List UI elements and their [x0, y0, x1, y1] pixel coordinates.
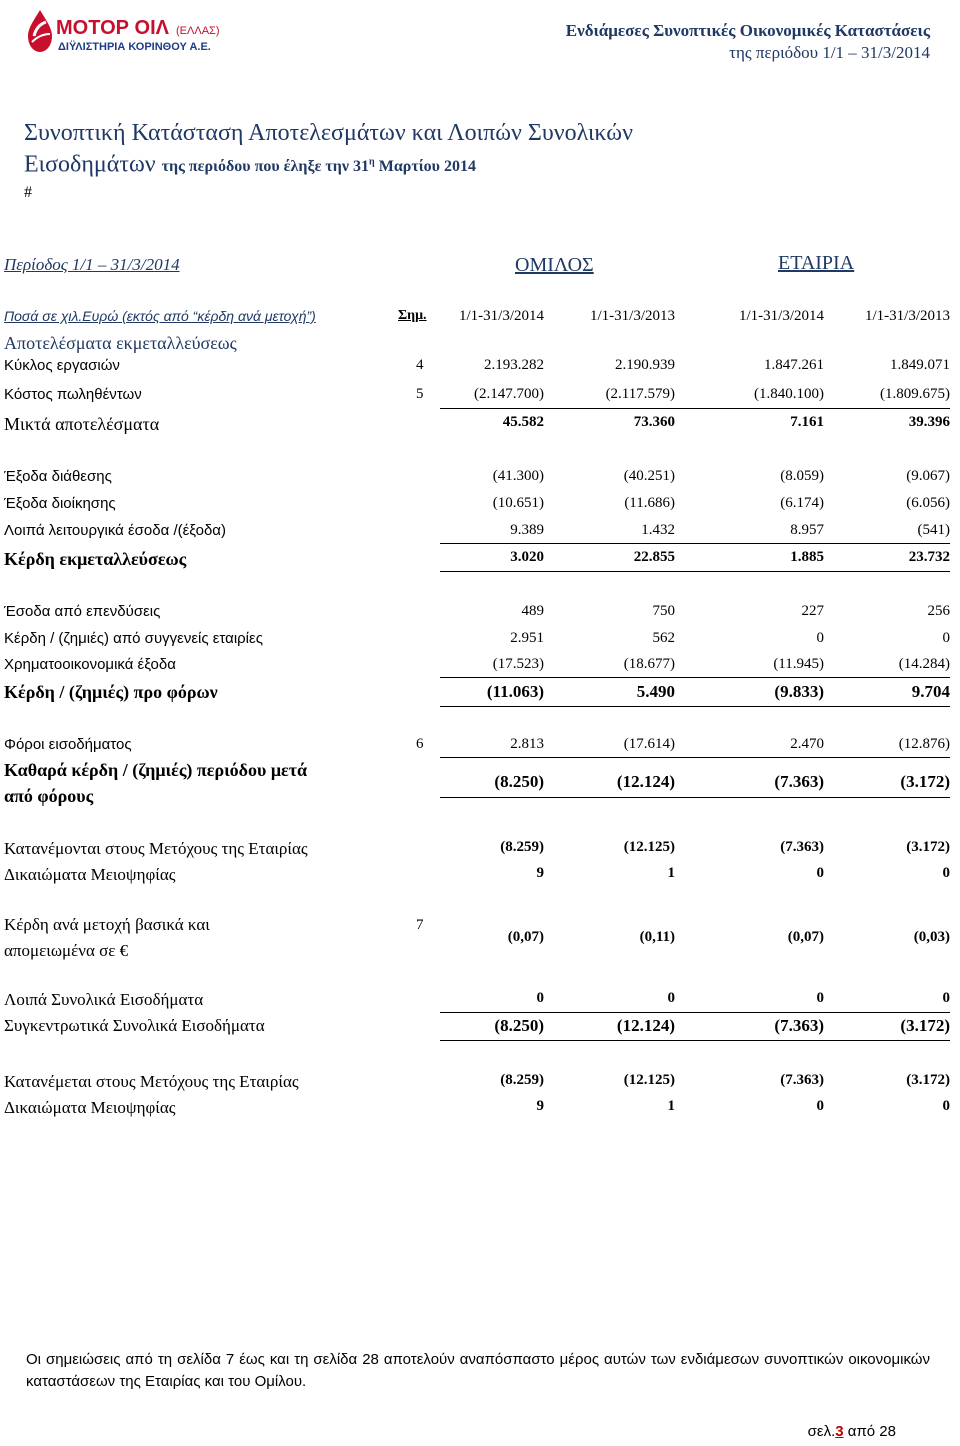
row-label: Καθαρά κέρδη / (ζημιές) περιόδου μετά [4, 760, 308, 780]
cell-group-2014: 2.951 [510, 630, 544, 646]
cell-group-2014: 9 [536, 1098, 544, 1114]
statement-title-line2 [24, 148, 924, 182]
cell-company-2014: 1.885 [790, 549, 824, 565]
statement-title-line1: Συνοπτική Κατάσταση Αποτελεσμάτων και Λοιπών Συνολικών [24, 120, 633, 146]
row-label: Έσοδα από επενδύσεις [4, 603, 161, 620]
row-label: Λοιπά Συνολικά Εισοδήματα [4, 990, 204, 1009]
row-label: Κατανέμεται στους Μετόχους της Εταιρίας [4, 1072, 299, 1091]
document-header [566, 20, 930, 64]
cell-group-2013: (12.124) [616, 772, 675, 791]
table-row [0, 603, 960, 627]
operating-results-heading: Αποτελέσματα εκμεταλλεύσεως [4, 333, 237, 353]
cell-company-2014: 7.161 [790, 414, 824, 430]
cell-company-2013: 0 [942, 1098, 950, 1114]
logo-brand: ΜΟΤΟΡ ΟΙΛ [56, 17, 169, 39]
cell-company-2014: (9.833) [774, 682, 824, 701]
statement-title [24, 118, 924, 182]
title-sup: η [369, 157, 375, 168]
cell-group-2013: 22.855 [633, 549, 675, 565]
row-label: Κόστος πωληθέντων [4, 386, 142, 403]
cell-group-2013: 5.490 [636, 682, 675, 701]
subtotal-rule [440, 677, 950, 678]
page-prefix: σελ. [807, 1423, 836, 1440]
subtotal-rule [440, 408, 950, 409]
cell-group-2013: (40.251) [623, 468, 675, 484]
row-label: Κέρδη εκμεταλλεύσεως [4, 549, 187, 569]
table-row [0, 1016, 960, 1040]
cell-group-2013: (11.686) [624, 495, 675, 511]
cell-company-2013: (541) [917, 522, 950, 538]
row-label-cont: απομειωμένα σε € [4, 941, 129, 960]
cell-group-2013: 73.360 [633, 414, 675, 430]
row-note: 7 [416, 917, 424, 933]
row-note: 4 [416, 357, 424, 373]
cell-company-2014: 227 [801, 603, 824, 619]
table-row [0, 990, 960, 1014]
statement-title-period [162, 158, 476, 175]
table-row [0, 468, 960, 492]
total-rule [440, 1040, 950, 1041]
cell-company-2013: 1.849.071 [890, 357, 950, 373]
cell-group-2013: 1 [667, 1098, 675, 1114]
table-row [0, 357, 960, 381]
table-row [0, 915, 960, 967]
row-note: 5 [416, 386, 424, 402]
table-row [0, 865, 960, 889]
cell-company-2014: (7.363) [774, 772, 824, 791]
logo-drop-icon [26, 6, 256, 56]
cell-company-2013: 0 [942, 990, 950, 1006]
cell-company-2014: (1.840.100) [754, 386, 824, 402]
cell-company-2014: (0,07) [787, 929, 824, 945]
cell-company-2014: (7.363) [774, 1016, 824, 1035]
cell-company-2013: (1.809.675) [880, 386, 950, 402]
cell-group-2013: (18.677) [623, 656, 675, 672]
statement-title-main: Εισοδημάτων [24, 151, 156, 178]
row-label: Κύκλος εργασιών [4, 357, 120, 374]
cell-group-2013: 1 [667, 865, 675, 881]
table-row [0, 839, 960, 863]
table-row [0, 495, 960, 519]
cell-company-2013: (0,03) [913, 929, 950, 945]
row-label: Έξοδα διάθεσης [4, 468, 112, 485]
cell-group-2013: (17.614) [623, 736, 675, 752]
col-group-2014: 1/1-31/3/2014 [459, 308, 544, 324]
cell-group-2014: 2.813 [510, 736, 544, 752]
hash-mark: # [24, 184, 32, 201]
cell-company-2013: (3.172) [900, 1016, 950, 1035]
subtotal-rule [440, 1012, 950, 1013]
cell-company-2013: (12.876) [898, 736, 950, 752]
subtotal-rule [440, 543, 950, 544]
cell-company-2014: 0 [816, 865, 824, 881]
cell-company-2013: 0 [942, 630, 950, 646]
total-rule [440, 571, 950, 572]
footer-note: Οι σημειώσεις από τη σελίδα 7 έως και τη σελίδα 28 αποτελούν αναπόσπαστο μέρος αυτών των ενδιάμεσων συνοπτικών οικονομικών καταστάσεων της Εταιρίας και του Ομίλου. [26, 1351, 930, 1390]
col-group-2013: 1/1-31/3/2013 [590, 308, 675, 324]
page-current: 3 [835, 1423, 844, 1440]
column-header-row [0, 308, 960, 332]
cell-company-2014: (11.945) [773, 656, 824, 672]
document-period: της περιόδου 1/1 – 31/3/2014 [729, 43, 930, 62]
note-header: Σημ. [398, 308, 427, 323]
row-label: Δικαιώματα Μειοψηφίας [4, 865, 176, 884]
document-title: Ενδιάμεσες Συνοπτικές Οικονομικές Καταστάσεις [565, 21, 930, 40]
cell-group-2013: (0,11) [639, 929, 675, 945]
cell-group-2014: 9 [536, 865, 544, 881]
logo-subtitle: ΔΙΫΛΙΣΤΗΡΙΑ ΚΟΡΙΝΘΟΥ Α.Ε. [58, 41, 211, 53]
cell-company-2013: 9.704 [911, 682, 950, 701]
cell-group-2014: (41.300) [492, 468, 544, 484]
cell-group-2013: 562 [652, 630, 675, 646]
row-label: Κέρδη / (ζημιές) από συγγενείς εταιρίες [4, 630, 263, 647]
cell-company-2013: (3.172) [906, 1072, 950, 1088]
cell-group-2014: (8.250) [494, 1016, 544, 1035]
cell-group-2014: 45.582 [502, 414, 544, 430]
table-row [0, 630, 960, 654]
company-logo [26, 6, 256, 56]
row-label: Κατανέμονται στους Μετόχους της Εταιρίας [4, 839, 308, 858]
col-company-2013: 1/1-31/3/2013 [865, 308, 950, 324]
cell-group-2013: (12.125) [623, 1072, 675, 1088]
cell-group-2014: (17.523) [492, 656, 544, 672]
table-row [0, 760, 960, 812]
total-rule [440, 797, 950, 798]
cell-group-2013: (12.125) [623, 839, 675, 855]
cell-group-2014: 9.389 [510, 522, 544, 538]
company-heading: ΕΤΑΙΡΙΑ [778, 252, 855, 274]
page-number [808, 1423, 896, 1440]
table-row [0, 682, 960, 706]
cell-company-2014: (7.363) [780, 1072, 824, 1088]
cell-group-2014: (11.063) [486, 682, 544, 701]
cell-group-2014: (0,07) [507, 929, 544, 945]
cell-group-2013: 1.432 [641, 522, 675, 538]
row-label: Συγκεντρωτικά Συνολικά Εισοδήματα [4, 1016, 265, 1035]
subtotal-rule [440, 757, 950, 758]
cell-company-2013: (3.172) [900, 772, 950, 791]
cell-group-2014: (10.651) [492, 495, 544, 511]
cell-group-2014: 3.020 [510, 549, 544, 565]
cell-group-2013: (2.117.579) [605, 386, 675, 402]
cell-company-2014: (7.363) [780, 839, 824, 855]
cell-company-2013: (3.172) [906, 839, 950, 855]
cell-group-2013: 0 [667, 990, 675, 1006]
cell-company-2014: 0 [816, 1098, 824, 1114]
cell-company-2013: 0 [942, 865, 950, 881]
row-label: Κέρδη ανά μετοχή βασικά και [4, 915, 210, 934]
row-label: Λοιπά λειτουργικά έσοδα /(έξοδα) [4, 522, 226, 539]
row-label: Χρηματοοικονομικά έξοδα [4, 656, 176, 673]
cell-company-2013: (14.284) [898, 656, 950, 672]
amounts-label: Ποσά σε χιλ.Ευρώ (εκτός από “κέρδη ανά μετοχή”) [4, 308, 316, 324]
cell-group-2014: (8.259) [500, 1072, 544, 1088]
row-label: Έξοδα διοίκησης [4, 495, 116, 512]
cell-group-2013: (12.124) [616, 1016, 675, 1035]
cell-company-2014: (8.059) [780, 468, 824, 484]
cell-company-2013: (9.067) [906, 468, 950, 484]
total-rule [440, 706, 950, 707]
row-label: Μικτά αποτελέσματα [4, 414, 160, 434]
cell-company-2014: (6.174) [780, 495, 824, 511]
cell-company-2014: 0 [816, 630, 824, 646]
row-label: Φόροι εισοδήματος [4, 736, 132, 753]
cell-group-2013: 2.190.939 [615, 357, 675, 373]
cell-group-2014: 489 [521, 603, 544, 619]
section-heading-row [0, 333, 960, 357]
page-total: από 28 [847, 1423, 896, 1440]
cell-company-2013: 23.732 [908, 549, 950, 565]
row-label-cont: από φόρους [4, 786, 94, 806]
table-row [0, 1098, 960, 1122]
cell-company-2014: 2.470 [790, 736, 824, 752]
title-period-a: της περιόδου που έληξε την 31 [161, 158, 370, 176]
cell-company-2014: 1.847.261 [764, 357, 824, 373]
cell-group-2014: (2.147.700) [474, 386, 544, 402]
table-row [0, 386, 960, 410]
cell-company-2013: (6.056) [906, 495, 950, 511]
period-label: Περίοδος 1/1 – 31/3/2014 [4, 255, 180, 274]
title-period-b: Μαρτίου 2014 [378, 158, 476, 176]
cell-group-2014: 2.193.282 [484, 357, 544, 373]
cell-company-2013: 39.396 [908, 414, 950, 430]
table-row [0, 414, 960, 438]
col-company-2014: 1/1-31/3/2014 [739, 308, 824, 324]
cell-company-2013: 256 [927, 603, 950, 619]
row-note: 6 [416, 736, 424, 752]
group-heading: ΟΜΙΛΟΣ [515, 254, 594, 276]
cell-group-2014: (8.250) [494, 772, 544, 791]
cell-group-2014: (8.259) [500, 839, 544, 855]
table-row [0, 549, 960, 573]
table-row [0, 1072, 960, 1096]
row-label: Δικαιώματα Μειοψηφίας [4, 1098, 176, 1117]
cell-group-2013: 750 [652, 603, 675, 619]
cell-company-2014: 8.957 [790, 522, 824, 538]
cell-group-2014: 0 [536, 990, 544, 1006]
row-label: Κέρδη / (ζημιές) προ φόρων [4, 682, 218, 702]
logo-country: (ΕΛΛΑΣ) [176, 25, 220, 37]
cell-company-2014: 0 [816, 990, 824, 1006]
